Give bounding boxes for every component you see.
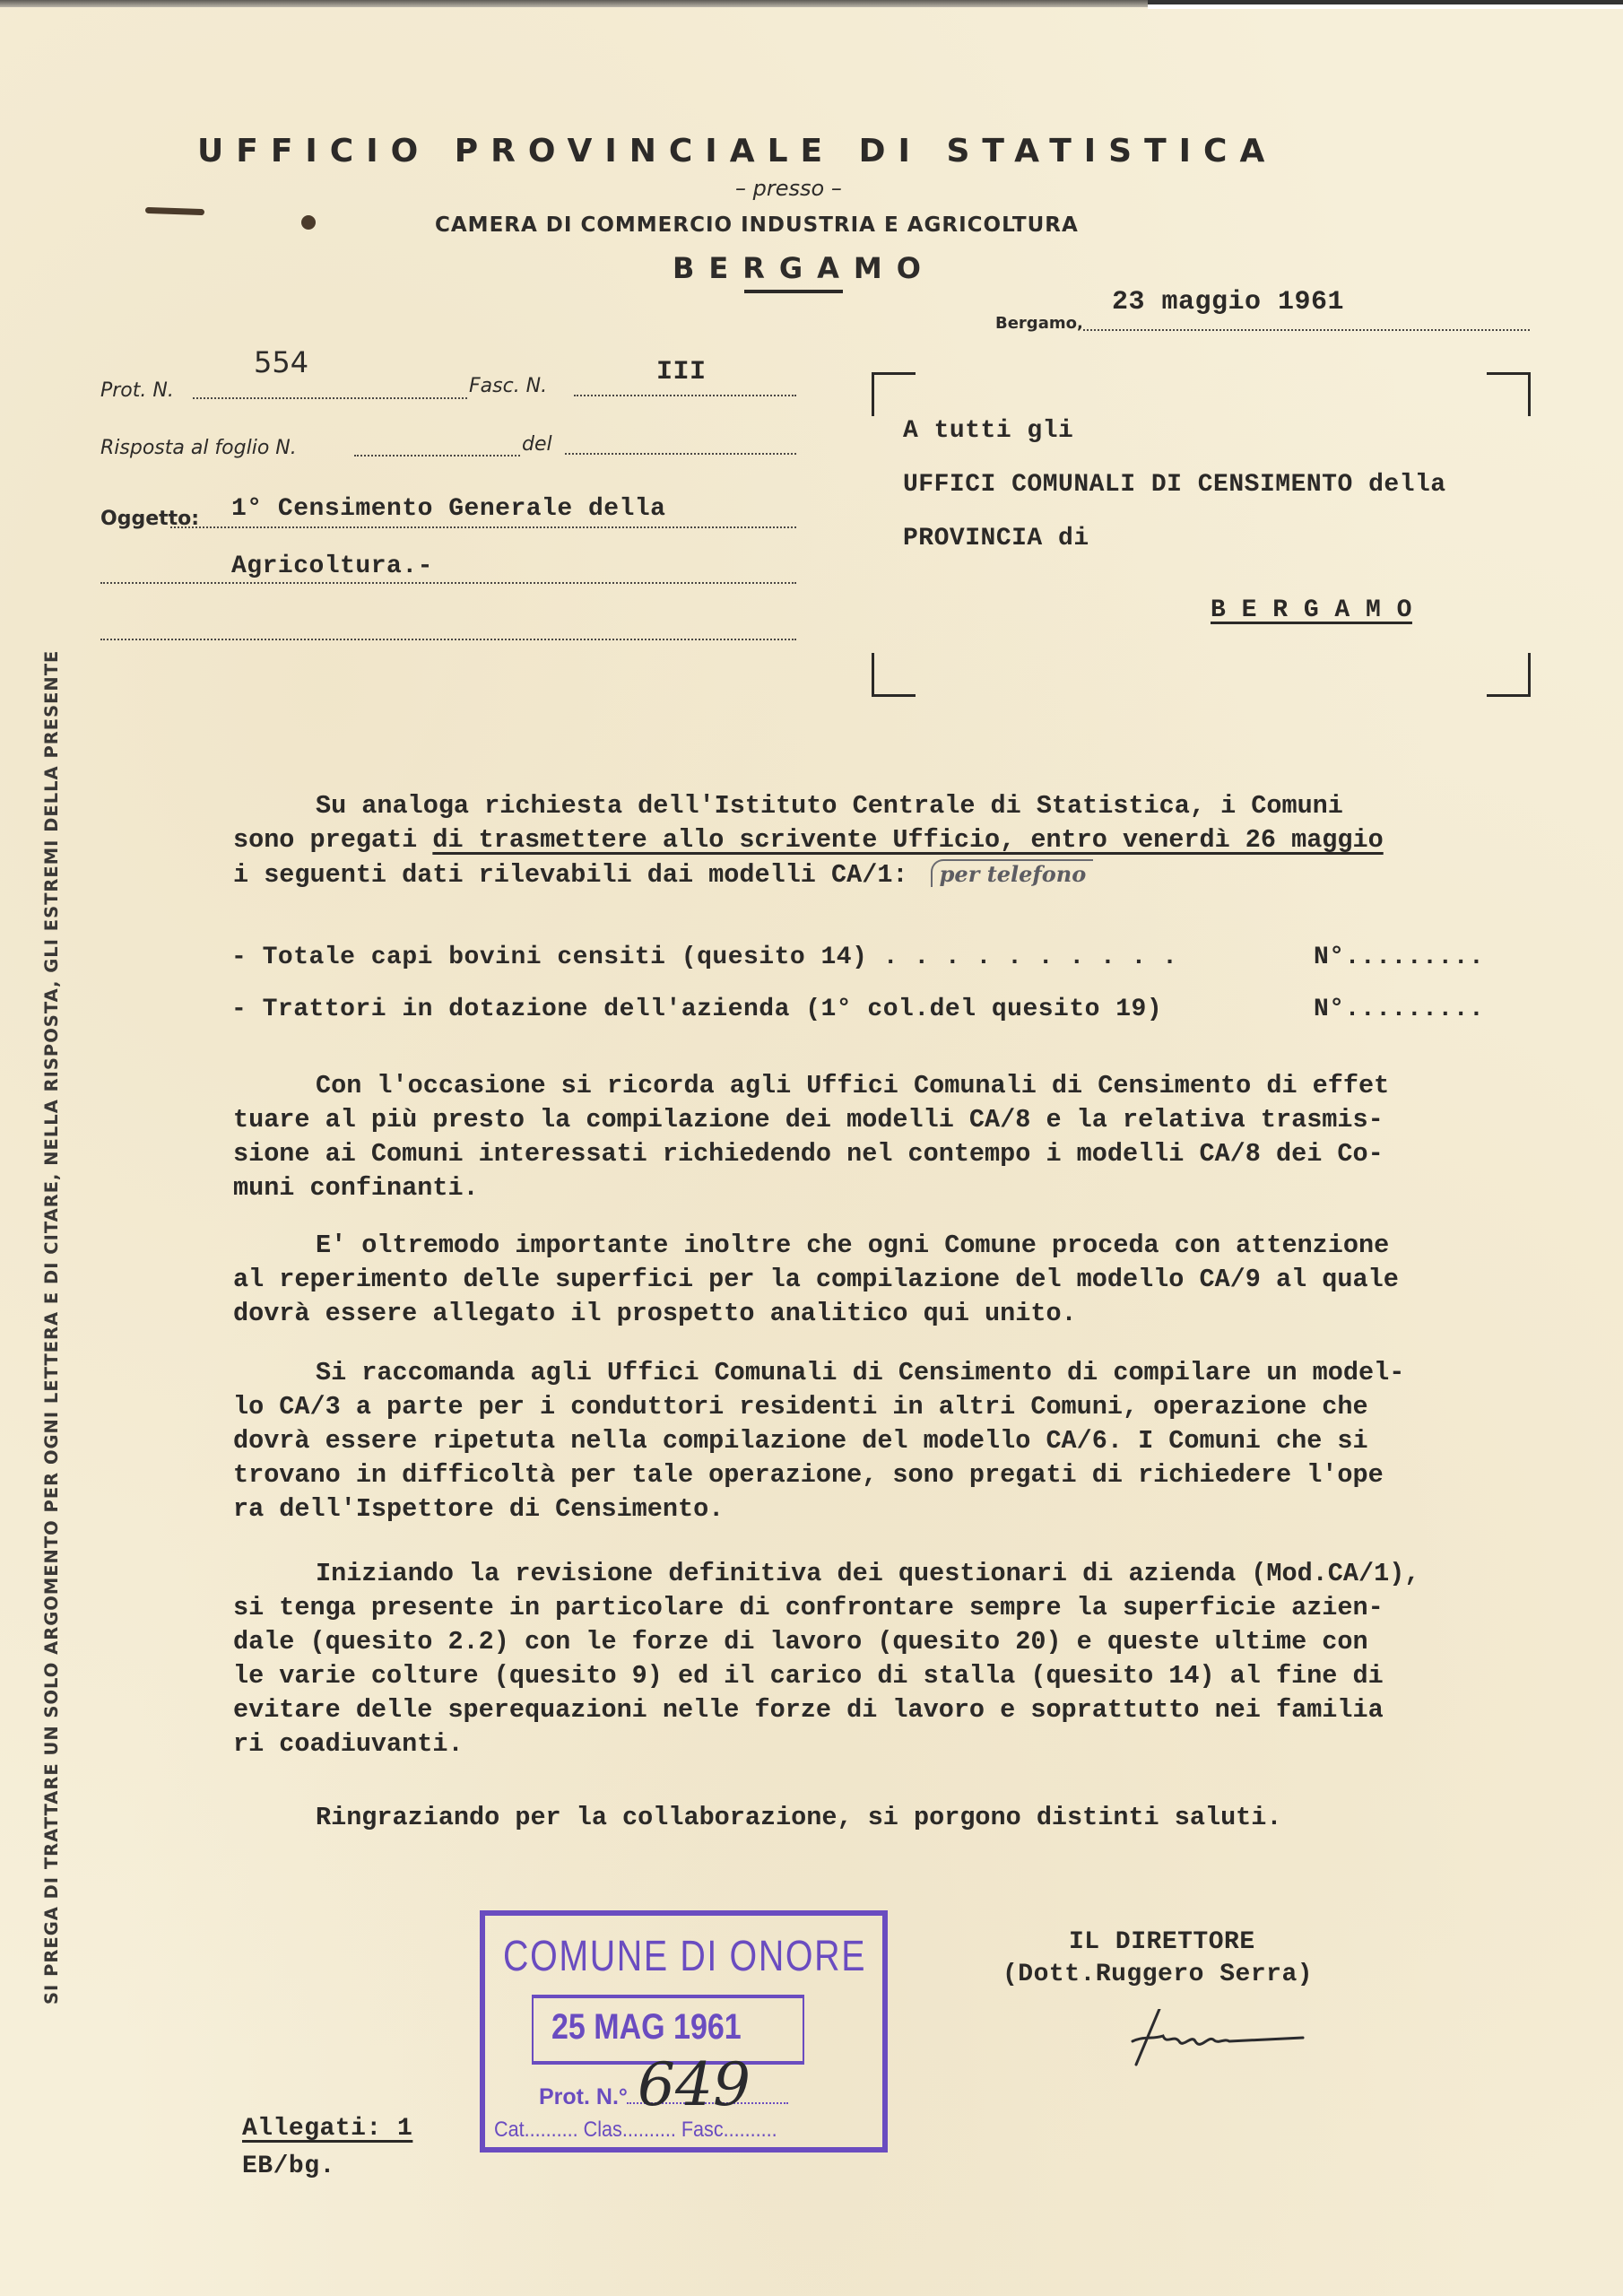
prot-dotline [193, 397, 467, 399]
oggetto-line-2: Agricoltura.- [231, 552, 433, 580]
p4-line: Si raccomanda agli Uffici Comunali di Censimento di compilare un model- [316, 1358, 1405, 1387]
p3-line: E' oltremodo importante inoltre che ogni Comune proceda con attenzione [316, 1231, 1390, 1260]
stamp-cat-clas-fasc: Cat.......... Clas.......... Fasc.......... [494, 2118, 777, 2142]
letterhead-presso: – presso – [735, 176, 842, 201]
letterhead-underline [744, 290, 843, 293]
p2-line: Con l'occasione si ricorda agli Uffici Comunali di Censimento di effet [316, 1071, 1390, 1100]
paragraph-ca8 [233, 1069, 1533, 1205]
risposta-dotline [354, 455, 520, 457]
date-dotline [1083, 329, 1530, 331]
item-bovini-field: N°......... [1314, 944, 1485, 971]
side-instruction: SI PREGA DI TRATTARE UN SOLO ARGOMENTO PER OGNI LETTERA E DI CITARE, NELLA RISPOSTA, GLI ESTREMI DELLA PRESENTE [41, 649, 62, 2005]
del-dotline [565, 453, 796, 455]
p1-line-2 [233, 823, 1533, 857]
letter-date: 23 maggio 1961 [1112, 287, 1345, 317]
stamp-prot-label: Prot. N.° [539, 2084, 628, 2109]
p1-underlined-deadline: di trasmettere allo scrivente Ufficio, entro venerdì 26 maggio [432, 825, 1384, 855]
oggetto-dotline-2 [100, 582, 796, 584]
recipient-address-box [872, 372, 1531, 697]
oggetto-dotline-1 [170, 526, 796, 528]
typist-initials: EB/bg. [242, 2152, 335, 2180]
p4-line: dovrà essere ripetuta nella compilazione del modello CA/6. I Comuni che si [233, 1426, 1368, 1456]
corner-mark [1487, 653, 1531, 697]
letterhead-city: BERGAMO [673, 251, 935, 285]
letterhead-office: UFFICIO PROVINCIALE DI STATISTICA [197, 133, 1278, 170]
recipient-line-3: PROVINCIA di [903, 525, 1089, 552]
item-trattori-field: N°......... [1314, 996, 1485, 1023]
signature-name: (Dott.Ruggero Serra) [1002, 1961, 1314, 1988]
item-trattori: - Trattori in dotazione dell'azienda (1° col.del quesito 19) [231, 996, 1163, 1023]
allegati: Allegati: 1 [242, 2115, 413, 2143]
fasc-number: III [656, 357, 707, 387]
recipient-line-2: UFFICI COMUNALI DI CENSIMENTO della [903, 471, 1446, 499]
p4-line: ra dell'Ispettore di Censimento. [233, 1494, 725, 1524]
stamp-date: 25 MAG 1961 [551, 2007, 742, 2047]
p1-line-3 [233, 857, 1533, 892]
place-label: Bergamo, [995, 314, 1083, 333]
paragraph-ca9 [233, 1229, 1533, 1331]
p5-line: ri coadiuvanti. [233, 1729, 464, 1759]
paragraph-revision [233, 1557, 1533, 1761]
p4-line: lo CA/3 a parte per i conduttori residenti in altri Comuni, operazione che [233, 1392, 1368, 1422]
p2-line: tuare al più presto la compilazione dei modelli CA/8 e la relativa trasmis- [233, 1105, 1384, 1135]
p3-line: al reperimento delle superfici per la compilazione del modello CA/9 al quale [233, 1265, 1399, 1294]
p2-line: muni confinanti. [233, 1173, 479, 1203]
corner-mark [872, 372, 916, 416]
oggetto-label: Oggetto: [100, 508, 200, 530]
closing-paragraph [233, 1801, 1533, 1835]
staple-hole [301, 215, 316, 230]
prot-number: 554 [254, 345, 309, 379]
item-bovini: - Totale capi bovini censiti (quesito 14) . . . . . . . . . . [231, 944, 1178, 971]
oggetto-line-1: 1° Censimento Generale della [231, 495, 666, 523]
handwritten-signature [1125, 2009, 1323, 2076]
p5-line: dale (quesito 2.2) con le forze di lavoro (quesito 20) e queste ultime con [233, 1627, 1368, 1657]
p5-line: Iniziando la revisione definitiva dei questionari di azienda (Mod.CA/1), [316, 1559, 1420, 1588]
p1-line-3-text: i seguenti dati rilevabili dai modelli CA/1: [233, 860, 908, 890]
scan-top-edge [0, 0, 1623, 7]
recipient-line-1: A tutti gli [903, 417, 1074, 445]
received-stamp [480, 1910, 888, 2152]
stamp-title: COMUNE DI ONORE [503, 1933, 867, 1980]
p5-line: le varie colture (quesito 9) ed il carico di stalla (quesito 14) al fine di [233, 1661, 1384, 1691]
risposta-label: Risposta al foglio N. [100, 437, 297, 459]
p1-line-1: Su analoga richiesta dell'Istituto Centrale di Statistica, i Comuni [316, 791, 1343, 821]
corner-mark [1487, 372, 1531, 416]
p3-line: dovrà essere allegato il prospetto analitico qui unito. [233, 1299, 1077, 1328]
p2-line: sione ai Comuni interessati richiedendo nel contempo i modelli CA/8 dei Co- [233, 1139, 1384, 1169]
p1-line-2-text: sono pregati [233, 825, 433, 855]
prot-label: Prot. N. [100, 379, 174, 402]
recipient-city: B E R G A M O [1211, 596, 1412, 624]
staple-mark [145, 207, 204, 215]
fasc-dotline [574, 395, 796, 396]
stamp-handwritten-number: 649 [638, 2050, 751, 2119]
handwritten-note: per telefono [931, 859, 1094, 887]
p5-line: si tenga presente in particolare di confrontare sempre la superficie azien- [233, 1593, 1384, 1622]
del-label: del [522, 433, 552, 456]
signature-scribble-icon [1125, 2009, 1323, 2072]
oggetto-dotline-3 [100, 639, 796, 640]
paragraph-ca3 [233, 1356, 1533, 1526]
signature-title: IL DIRETTORE [1069, 1928, 1255, 1956]
p5-line: evitare delle sperequazioni nelle forze di lavoro e soprattutto nei familia [233, 1695, 1384, 1725]
p4-line: trovano in difficoltà per tale operazione, sono pregati di richiedere l'ope [233, 1460, 1384, 1490]
paragraph-request [233, 789, 1533, 892]
letterhead-chamber: CAMERA DI COMMERCIO INDUSTRIA E AGRICOLTURA [435, 213, 1079, 237]
fasc-label: Fasc. N. [469, 375, 548, 397]
scan-edge-highlight [1148, 0, 1623, 9]
closing-line: Ringraziando per la collaborazione, si porgono distinti saluti. [316, 1803, 1282, 1832]
corner-mark [872, 653, 916, 697]
